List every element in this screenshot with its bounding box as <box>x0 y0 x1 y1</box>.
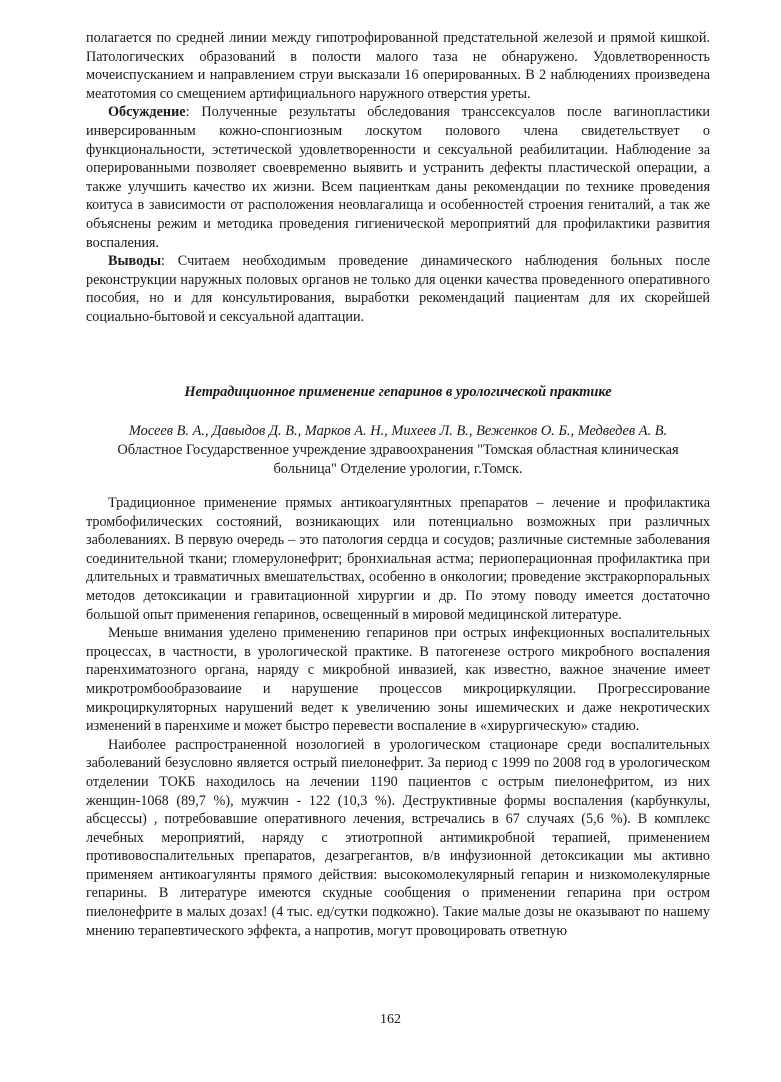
continuation-paragraph: полагается по средней линии между гипотрофированной предстательной железой и прямой кишкой. Патологических образований в полости малого таза не обнаружено. Удовлетворенность мочеиспусканием и направлением струи высказали 16 оперированных. В 2 наблюдениях произведена меатотомия со смещением артифициального наружного отверстия уреты. <box>86 30 710 102</box>
article-body <box>86 494 710 940</box>
body-paragraph: Наиболее распространенной нозологией в урологическом стационаре среди воспалительных заболеваний безусловно является острый пиелонефрит. За период с 1999 по 2008 год в урологическом отделении ТОКБ находилось на лечении 1190 пациентов с острым пиелонефритом, из них женщин-1068 (89,7 %), мужчин - 122 (10,3 %). Деструктивные формы воспаления (карбункулы, абсцессы) , потребовавшие оперативного лечения, встречались в 67 случаях (5,6 %). В комплекс лечебных мероприятий, наряду с этиотропной антимикробной терапией, применением противовоспалительных препаратов, дезагрегантов, в/в инфузионной детоксикации мы активно применяем антикоагулянты прямого действия: высокомолекулярный гепарин и низкомолекулярные гепарины. В литературе имеются скудные сообщения о применении гепарина при остром пиелонефрите в малых дозах! (4 тыс. ед/сутки подкожно). Такие малые дозы не оказывают по нашему мнению терапевтического эффекта, а напротив, могут провоцировать ответную <box>86 736 710 939</box>
discussion-text: : Полученные результаты обследования транссексуалов после вагинопластики инверсированным кожно-спонгиозным лоскутом полового члена свидетельствует о функциональности, эстетической удовлетворенности и сексуальной реабилитации. Наблюдение за оперированными позволяет своевременно выявить и устранить дефекты пластической операции, а также улучшить качество их жизни. Всем пациенткам даны рекомендации по технике проведения коитуса в зависимости от расположения неовлагалища и особенностей строения гениталий, а так же объяснены режим и методика проведения гигиенической мероприятий для профилактики развития воспаления. <box>86 104 710 251</box>
article-title: Нетрадиционное применение гепаринов в урологической практике <box>184 384 612 400</box>
discussion-label: Обсуждение <box>108 104 186 121</box>
body-paragraph: Меньше внимания уделено применению гепаринов при острых инфекционных воспалительных процессах, в частности, в урологической практике. В патогенезе острого микробного воспаления паренхиматозного органа, наряду с микробной инвазией, как известно, важное значение имеет микротромбообразоваиие и нарушение процессов микроциркуляции. Прогрессирование микроциркуляторных нарушений ведет к увеличению зоны ишемических и даже некротических изменений в паренхиме и может быстро перевести воспаление в «хирургическую» стадию. <box>86 625 710 735</box>
previous-article-ending <box>86 29 710 327</box>
body-paragraph: Традиционное применение прямых антикоагулянтных препаратов – лечение и профилактика тромбофилических состояний, возникающих или потенциально возможных при различных заболеваниях. В первую очередь – это патология сердца и сосудов; различные системные заболевания соединительной ткани; гломерулонефрит; бронхиальная астма; периоперационная профилактика при длительных и травматичных вмешательствах, особенно в онкологии; проведение экстракорпоральных методов детоксикации и гравитационной хирургии и др. По этому поводу имеется достаточно большой опыт применения гепаринов, освещенный в мировой медицинской литературе. <box>86 495 710 623</box>
article-authors: Мосеев В. А., Давыдов Д. В., Марков А. Н., Михеев Л. В., Веженков О. Б., Медведев А. В. <box>128 423 668 439</box>
discussion-paragraph <box>86 103 710 252</box>
conclusions-label: Выводы <box>108 253 162 270</box>
article-affiliation: Областное Государственное учреждение здравоохранения "Томская областная клиническая больница" Отделение урологии, г.Томск. <box>117 442 679 477</box>
conclusions-paragraph <box>86 252 710 326</box>
conclusions-text: : Считаем необходимым проведение динамического наблюдения больных после реконструкции наружных половых органов не только для оценки качества проведенного оперативного пособия, но и для консультирования, выработки рекомендаций пациентам для их скорейшей социально-бытовой и сексуальной адаптации. <box>86 253 710 325</box>
page-number: 162 <box>380 1012 401 1027</box>
